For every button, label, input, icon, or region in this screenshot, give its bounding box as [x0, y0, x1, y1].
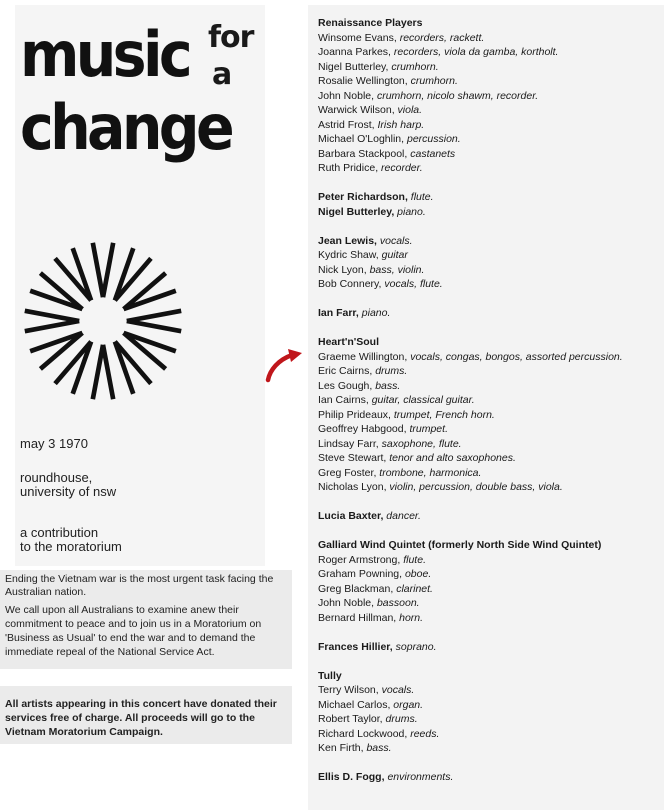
performer-group	[318, 335, 668, 495]
venue-line-1: roundhouse,	[20, 470, 93, 485]
group-header: Renaissance Players	[318, 17, 423, 29]
starburst-spoke	[25, 311, 79, 331]
performer-name: Ken Firth,	[318, 742, 364, 754]
performer-instruments: saxophone, flute.	[381, 437, 462, 450]
performer-instruments: guitar	[381, 249, 408, 261]
performer-group	[318, 16, 668, 176]
title-change: change	[20, 91, 231, 164]
performer-instruments: piano.	[397, 205, 426, 218]
performer-name: Terry Wilson,	[318, 684, 379, 696]
title-music: music	[20, 18, 189, 91]
performer-instruments: piano.	[361, 307, 391, 319]
group-header: Galliard Wind Quintet (formerly North Side Wind Quintet)	[318, 539, 602, 551]
starburst-spoke	[127, 311, 181, 331]
performer-row	[318, 422, 668, 437]
performer-group	[318, 190, 668, 219]
performer-instruments: drums.	[385, 713, 418, 725]
performer-name: Robert Taylor,	[318, 713, 383, 725]
performer-row	[318, 770, 668, 785]
performer-instruments: tenor and alto saxophones.	[389, 452, 516, 464]
performer-instruments: viola.	[397, 104, 423, 116]
performer-instruments: clarinet.	[396, 582, 433, 595]
performer-name: Les Gough,	[318, 379, 373, 392]
performer-instruments: dancer.	[386, 510, 421, 522]
performer-row	[318, 234, 668, 249]
performer-name: Joanna Parkes,	[318, 46, 391, 58]
performer-name: Greg Foster,	[318, 466, 377, 479]
performer-row	[318, 640, 668, 655]
note-line: commitment to peace and to join us in a Moratorium on	[5, 618, 262, 630]
performer-group	[318, 538, 668, 625]
performer-instruments: bass.	[366, 742, 392, 754]
performer-row	[318, 248, 668, 263]
performer-row	[318, 118, 668, 133]
performer-name: John Noble,	[318, 89, 375, 102]
group-header: Heart'n'Soul	[318, 336, 380, 348]
performer-name: Astrid Frost,	[318, 118, 375, 131]
performer-row	[318, 277, 668, 292]
performer-name: Warwick Wilson,	[318, 104, 395, 116]
donation-line: services free of charge. All proceeds will go to the	[5, 712, 255, 724]
performer-row	[318, 451, 668, 466]
performer-row	[318, 147, 668, 162]
note-line: We call upon all Australians to examine anew their	[5, 604, 239, 616]
performer-row	[318, 263, 668, 278]
performer-instruments: violin, percussion, double bass, viola.	[389, 481, 563, 493]
performer-name: Kydric Shaw,	[318, 249, 379, 261]
performer-instruments: recorders, rackett.	[399, 31, 485, 44]
performer-instruments: recorder.	[381, 162, 423, 174]
performer-row	[318, 89, 668, 104]
performer-instruments: bass, violin.	[369, 263, 425, 276]
performer-row	[318, 466, 668, 481]
performer-group	[318, 640, 668, 655]
performer-instruments: trombone, harmonica.	[379, 466, 482, 479]
performer-name: John Noble,	[318, 597, 375, 609]
performer-name: Ian Cairns,	[318, 394, 369, 406]
performer-name: Peter Richardson,	[318, 191, 408, 203]
performer-row	[318, 727, 668, 742]
performer-instruments: vocals.	[381, 684, 415, 696]
contribution-line-2: to the moratorium	[20, 539, 122, 554]
performer-row	[318, 306, 668, 321]
performer-row	[318, 509, 668, 524]
donation-line: All artists appearing in this concert have donated their	[5, 698, 277, 710]
performer-row	[318, 741, 668, 756]
performer-row	[318, 60, 668, 75]
performer-row	[318, 567, 668, 582]
performer-instruments: flute.	[403, 553, 426, 566]
contribution-line-1: a contribution	[20, 525, 99, 540]
performer-instruments: vocals, flute.	[384, 278, 443, 290]
starburst-logo-icon	[18, 236, 188, 406]
performer-row	[318, 190, 668, 205]
performer-instruments: Irish harp.	[377, 118, 425, 131]
performer-name: Geoffrey Habgood,	[318, 423, 407, 435]
donation-line: Vietnam Moratorium Campaign.	[5, 726, 163, 738]
performer-instruments: vocals.	[379, 234, 413, 247]
performer-instruments: trumpet, French horn.	[393, 408, 495, 421]
performer-instruments: oboe.	[404, 568, 432, 580]
performer-name: Michael O'Loghlin,	[318, 133, 405, 145]
performer-row	[318, 393, 668, 408]
performer-instruments: castanets	[410, 147, 456, 160]
performer-name: Ian Farr,	[318, 307, 359, 319]
performer-name: Barbara Stackpool,	[318, 147, 408, 160]
performer-instruments: environments.	[387, 771, 454, 783]
curved-arrow-icon	[262, 346, 306, 384]
title-a: a	[212, 57, 233, 92]
performer-name: Lucia Baxter,	[318, 510, 384, 522]
performer-name: Nick Lyon,	[318, 263, 367, 276]
performer-name: Jean Lewis,	[318, 234, 377, 247]
performer-row	[318, 480, 668, 495]
concert-date: may 3 1970	[20, 436, 88, 451]
performer-row	[318, 596, 668, 611]
performer-instruments: organ.	[393, 698, 424, 711]
performer-instruments: trumpet.	[409, 423, 448, 435]
performer-instruments: crumhorn.	[391, 60, 439, 73]
performer-row	[318, 103, 668, 118]
note-line: Ending the Vietnam war is the most urgent task facing the	[5, 573, 274, 585]
performer-row	[318, 437, 668, 452]
performer-row	[318, 74, 668, 89]
performer-row	[318, 611, 668, 626]
performer-instruments: vocals, congas, bongos, assorted percussion.	[410, 350, 623, 363]
performer-name: Graeme Willington,	[318, 350, 408, 363]
performer-roster	[318, 16, 668, 799]
performer-name: Rosalie Wellington,	[318, 75, 408, 87]
performer-row	[318, 698, 668, 713]
performer-group	[318, 306, 668, 321]
performer-row	[318, 408, 668, 423]
performer-name: Bob Connery,	[318, 278, 382, 290]
performer-name: Graham Powning,	[318, 568, 403, 580]
starburst-spoke	[93, 345, 113, 399]
performer-row	[318, 350, 668, 365]
performer-name: Ruth Pridice,	[318, 162, 379, 174]
performer-name: Nigel Butterley,	[318, 205, 395, 218]
performer-instruments: percussion.	[406, 133, 461, 145]
performer-instruments: soprano.	[395, 640, 437, 653]
performer-instruments: crumhorn.	[410, 75, 458, 87]
performer-name: Richard Lockwood,	[318, 727, 408, 740]
group-header: Tully	[318, 669, 342, 682]
performer-group	[318, 669, 668, 756]
performer-row	[318, 683, 668, 698]
note-line: 'Business as Usual' to end the war and to demand the	[5, 632, 256, 644]
performer-row	[318, 379, 668, 394]
performer-name: Winsome Evans,	[318, 31, 397, 44]
performer-instruments: bass.	[375, 379, 401, 392]
performer-row	[318, 161, 668, 176]
performer-instruments: bassoon.	[376, 597, 420, 609]
performer-name: Ellis D. Fogg,	[318, 771, 385, 783]
performer-row	[318, 31, 668, 46]
performer-row	[318, 364, 668, 379]
performer-name: Philip Prideaux,	[318, 408, 391, 421]
performer-name: Frances Hillier,	[318, 640, 393, 653]
performer-name: Michael Carlos,	[318, 698, 391, 711]
performer-instruments: crumhorn, nicolo shawm, recorder.	[376, 89, 539, 102]
venue-line-2: university of nsw	[20, 484, 117, 499]
performer-name: Lindsay Farr,	[318, 437, 379, 450]
performer-instruments: horn.	[399, 611, 424, 624]
performer-group	[318, 234, 668, 292]
performer-name: Eric Cairns,	[318, 365, 373, 377]
performer-name: Nicholas Lyon,	[318, 481, 387, 493]
title-for: for	[208, 20, 254, 55]
performer-instruments: drums.	[375, 365, 408, 377]
performer-group	[318, 770, 668, 785]
starburst-spoke	[93, 243, 113, 297]
performer-row	[318, 45, 668, 60]
performer-name: Roger Armstrong,	[318, 553, 401, 566]
performer-name: Bernard Hillman,	[318, 611, 397, 624]
performer-instruments: reeds.	[410, 727, 440, 740]
performer-instruments: flute.	[410, 191, 434, 203]
performer-name: Steve Stewart,	[318, 452, 387, 464]
performer-group	[318, 509, 668, 524]
performer-name: Greg Blackman,	[318, 582, 394, 595]
note-line: immediate repeal of the National Service Act.	[5, 646, 215, 658]
performer-instruments: guitar, classical guitar.	[371, 394, 475, 406]
performer-name: Nigel Butterley,	[318, 60, 389, 73]
performer-row	[318, 582, 668, 597]
performer-row	[318, 712, 668, 727]
performer-row	[318, 132, 668, 147]
performer-row	[318, 205, 668, 220]
performer-instruments: recorders, viola da gamba, kortholt.	[393, 46, 559, 58]
note-line: Australian nation.	[5, 586, 87, 598]
performer-row	[318, 553, 668, 568]
